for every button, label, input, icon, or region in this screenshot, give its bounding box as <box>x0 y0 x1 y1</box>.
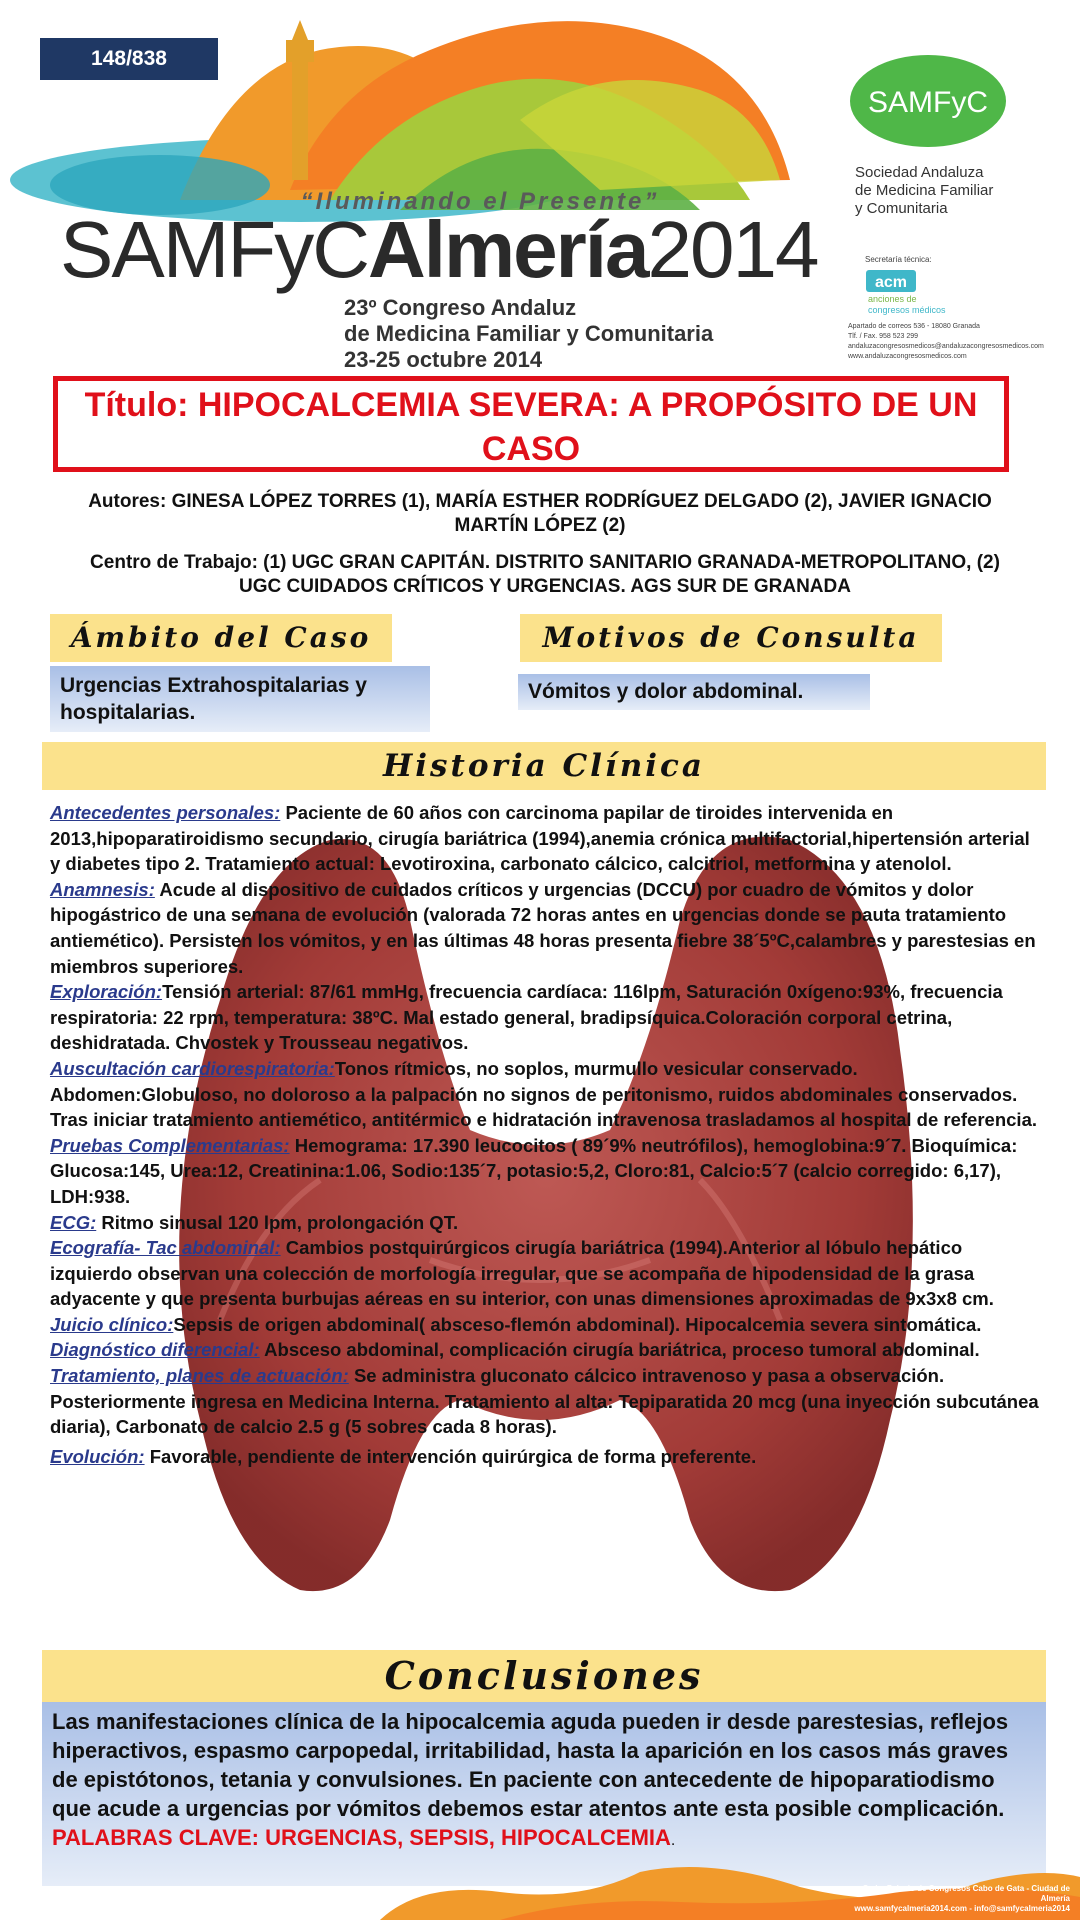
motivos-heading: Motivos de Consulta <box>520 614 942 662</box>
wordmark-light: SAMFyC <box>60 205 368 294</box>
history-text: Acude al dispositivo de cuidados críticos y urgencias (DCCU) por cuadro de vómitos y dolor hipogástrico de una semana de evolución (valorada 72 horas antes en urgencias donde se pauta tratamiento antiemético). Persisten los vómitos, y en las últimas 48 horas presenta fiebre 38´5ºC,calambres y parestesias en miembros superiores. <box>50 878 1036 977</box>
history-paragraph <box>50 1312 1040 1338</box>
history-paragraph <box>50 800 1040 877</box>
history-label: Juicio clínico: <box>50 1313 174 1335</box>
history-text: Se administra gluconato cálcico intravenoso y pasa a observación. Posteriormente ingresa en Medicina Interna. Tratamiento al alta: Tepiparatida 20 mcg (una inyección subcutánea diaria), Carbonato de calcio 2.5 g (5 sobres cada 8 horas). <box>50 1365 1039 1438</box>
footer-line-1: Sede: Palacio de Congresos Cabo de Gata - Ciudad de Almería <box>862 1884 1070 1903</box>
motivos-text: Vómitos y dolor abdominal. <box>518 674 870 710</box>
samfyc-society-name <box>855 164 993 218</box>
workplace: Centro de Trabajo: (1) UGC GRAN CAPITÁN. DISTRITO SANITARIO GRANADA-METROPOLITANO, (2) UGC CUIDADOS CRÍTICOS Y URGENCIAS. AGS SUR DE GRANADA <box>90 552 1000 597</box>
acm-logo-sub-1: anciones de <box>868 294 917 304</box>
history-label: ECG: <box>50 1211 97 1233</box>
history-text: Favorable, pendiente de intervención quirúrgica de forma preferente. <box>144 1445 757 1467</box>
history-paragraph <box>50 1107 1040 1133</box>
acm-logo-text: acm <box>874 274 908 291</box>
history-label: Antecedentes personales: <box>50 802 281 823</box>
congress-line-1: 23º Congreso Andaluz <box>344 295 577 320</box>
history-paragraph <box>50 1337 1040 1363</box>
historia-clinica-text <box>50 800 1040 1469</box>
wordmark-bold: Almería <box>368 205 648 294</box>
history-label: Diagnóstico diferencial: <box>50 1339 260 1361</box>
acm-contact-line-2: Tlf. / Fax. 958 523 299 <box>848 333 919 340</box>
congress-wordmark <box>60 205 818 294</box>
history-text: Tras iniciar tratamiento antiemético, antitérmico e hidratación intravenosa trasladamos al hospital de referencia. <box>50 1109 1037 1131</box>
history-text: Absceso abdominal, complicación cirugía bariátrica, proceso tumoral abdominal. <box>259 1339 980 1361</box>
samfyc-name-line-2: de Medicina Familiar <box>855 182 994 199</box>
conclusiones-heading: Conclusiones <box>42 1650 1046 1702</box>
history-paragraph <box>50 1444 1040 1470</box>
history-label: Anamnesis: <box>50 878 155 900</box>
conclusiones-box <box>42 1702 1046 1886</box>
samfyc-logo-text: SAMFyC <box>868 86 988 119</box>
congress-line-2: de Medicina Familiar y Comunitaria <box>344 321 714 346</box>
acm-logo <box>866 268 956 316</box>
secretaria-label: Secretaría técnica: <box>865 255 932 264</box>
footer-line-2: www.samfycalmeria2014.com - info@samfycalmeria2014 <box>854 1904 1070 1913</box>
acm-contact-line-1: Apartado de correos 536 - 18080 Granada <box>848 323 980 330</box>
conclusiones-text: Las manifestaciones clínica de la hipocalcemia aguda pueden ir desde parestesias, reflejos hiperactivos, espasmo carpopedal, irritabilidad, hasta la aparición en los casos más graves de epistótonos, tetania y convulsiones. En paciente con antecedente de hipoparatiodismo que acude a urgencias por vómitos debemos estar atentos ante esta posible complicación. <box>52 1709 1009 1821</box>
congress-details <box>344 295 713 373</box>
history-paragraph <box>50 979 1040 1056</box>
history-text: Ritmo sinusal 120 lpm, prolongación QT. <box>96 1211 459 1233</box>
history-label: Exploración: <box>50 981 163 1003</box>
poster-title: Título: HIPOCALCEMIA SEVERA: A PROPÓSITO DE UN CASO <box>53 376 1009 472</box>
congress-tagline: “Iluminando el Presente” <box>300 188 660 215</box>
acm-contact <box>848 322 1078 362</box>
keywords-line <box>52 1823 1036 1852</box>
history-paragraph <box>50 1133 1040 1210</box>
ambito-text: Urgencias Extrahospitalarias y hospitalarias. <box>50 666 430 732</box>
history-text: Tensión arterial: 87/61 mmHg, frecuencia cardíaca: 116lpm, Saturación 0xígeno:93%, frecuencia respiratoria: 22 rpm, temperatura: 38ºC. Mal estado general, bradipsíquica.Coloración corporal cetrina, deshidratada. Chvostek y Trousseau negativos. <box>50 981 1003 1054</box>
footer-venue <box>850 1884 1070 1914</box>
history-label: Evolución: <box>50 1445 145 1467</box>
keywords-end: . <box>670 1832 676 1849</box>
history-paragraph <box>50 1363 1040 1440</box>
history-label: Tratamiento, planes de actuación: <box>50 1365 349 1387</box>
acm-contact-line-3: andaluzacongresosmedicos@andaluzacongresosmedicos.com <box>848 343 1044 350</box>
wordmark-year: 2014 <box>647 205 818 294</box>
history-label: Pruebas Complementarias: <box>50 1134 290 1156</box>
history-paragraph <box>50 877 1040 979</box>
samfyc-name-line-3: y Comunitaria <box>855 200 948 217</box>
acm-contact-line-4: www.andaluzacongresosmedicos.com <box>848 353 967 360</box>
historia-heading: Historia Clínica <box>42 742 1046 790</box>
authors: Autores: GINESA LÓPEZ TORRES (1), MARÍA ESTHER RODRÍGUEZ DELGADO (2), JAVIER IGNACIO MARTÍN LÓPEZ (2) <box>88 491 992 536</box>
history-text: Cambios postquirúrgicos cirugía bariátrica (1994).Anterior al lóbulo hepático izquierdo observan una colección de morfología irregular, que se acompaña de hipodensidad de la grasa adyacente y que presenta burbujas aéreas en su interior, con unas dimensiones aproximadas de 9x3x8 cm. <box>50 1237 994 1310</box>
samfyc-name-line-1: Sociedad Andaluza <box>855 164 984 181</box>
history-text: Hemograma: 17.390 leucocitos ( 89´9% neutrófilos), hemoglobina:9´7. Bioquímica: Glucosa:145, Urea:12, Creatinina:1.06, Sodio:135´7, potasio:5,2, Cloro:81, Calcio:5´7 (calcio corregido: 6,17), LDH:938. <box>50 1134 1018 1207</box>
samfyc-logo <box>848 52 1008 150</box>
history-text: Tonos rítmicos, no soplos, murmullo vesicular conservado. Abdomen:Globuloso, no doloroso a la palpación no signos de peritonismo, ruidos abdominales conservados. <box>50 1057 1018 1105</box>
history-label: Auscultación cardiorespiratoria: <box>50 1057 335 1079</box>
history-label: Ecografía- Tac abdominal: <box>50 1237 281 1259</box>
history-paragraph <box>50 1235 1040 1312</box>
ambito-heading: Ámbito del Caso <box>50 614 392 662</box>
history-paragraph <box>50 1210 1040 1236</box>
poster-number-badge: 148/838 <box>40 38 218 80</box>
congress-line-3: 23-25 octubre 2014 <box>344 347 543 372</box>
history-paragraph <box>50 1056 1040 1107</box>
acm-logo-sub-2: congresos médicos <box>868 305 946 315</box>
keywords: PALABRAS CLAVE: URGENCIAS, SEPSIS, HIPOCALCEMIA <box>52 1825 671 1850</box>
history-text: Sepsis de origen abdominal( absceso-flemón abdominal). Hipocalcemia severa sintomática. <box>173 1313 982 1335</box>
history-text: Paciente de 60 años con carcinoma papilar de tiroides intervenida en 2013,hipoparatiroidismo secundario, cirugía bariátrica (1994),anemia crónica multifactorial,hipertensión arterial y diabetes tipo 2. Tratamiento actual: Levotiroxina, carbonato cálcico, calcitriol, metformina y atenolol. <box>50 802 1030 875</box>
